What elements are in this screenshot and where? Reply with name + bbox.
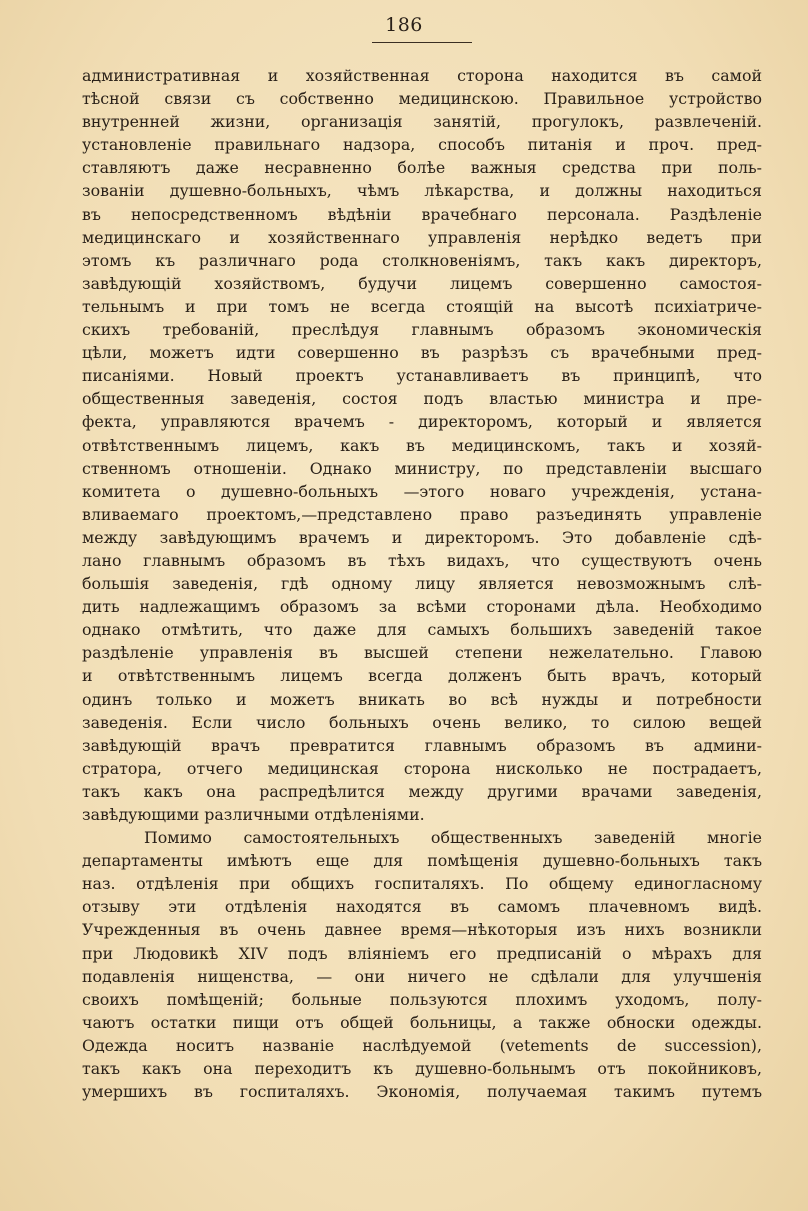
text-line: зованіи душевно-больныхъ, чѣмъ лѣкарства, и должны находиться bbox=[82, 181, 762, 201]
text-line: административная и хозяйственная сторона находится въ самой bbox=[82, 66, 762, 85]
text-line: лано главнымъ образомъ въ тѣхъ видахъ, что существуютъ очень bbox=[82, 550, 762, 570]
page-number: 186 bbox=[385, 14, 423, 36]
text-line: скихъ требованій, преслѣдуя главнымъ образомъ экономическія bbox=[82, 320, 762, 340]
text-line: писаніями. Новый проектъ устанавливаетъ въ принципѣ, что bbox=[82, 366, 762, 386]
text-line: завѣдующій хозяйствомъ, будучи лицемъ совершенно самостоя- bbox=[82, 273, 762, 293]
text-line: одинъ только и можетъ вникать во всѣ нужды и потребности bbox=[82, 689, 762, 709]
text-line: цѣли, можетъ идти совершенно въ разрѣзъ съ врачебными пред- bbox=[82, 343, 762, 363]
text-line: тѣсной связи съ собственно медицинскою. Правильное устройство bbox=[82, 89, 762, 109]
text-line: однако отмѣтить, что даже для самыхъ большихъ заведеній такое bbox=[82, 620, 762, 640]
text-line: такъ какъ она распредѣлится между другими врачами заведенія, bbox=[82, 781, 762, 801]
text-line: въ непосредственномъ вѣдѣніи врачебнаго персонала. Раздѣленіе bbox=[82, 204, 762, 224]
text-line: стратора, отчего медицинская сторона нисколько не пострадаетъ, bbox=[82, 758, 762, 778]
text-line: Помимо самостоятельныхъ общественныхъ заведеній многіе bbox=[144, 828, 762, 848]
text-line: ственномъ отношеніи. Однако министру, по представленіи высшаго bbox=[82, 458, 762, 478]
text-line: ставляютъ даже несравненно болѣе важныя средства при поль- bbox=[82, 158, 762, 178]
text-line: чаютъ остатки пищи отъ общей больницы, а также обноски одежды. bbox=[82, 1012, 762, 1032]
text-line: раздѣленіе управленія въ высшей степени нежелательно. Главою bbox=[82, 643, 762, 663]
text-line: Одежда носитъ названіе наслѣдуемой (vetements de succession), bbox=[82, 1035, 762, 1055]
header-rule bbox=[372, 42, 472, 43]
text-line: вливаемаго проектомъ,—представлено право разъединять управленіе bbox=[82, 504, 762, 524]
text-line: заведенія. Если число больныхъ очень велико, то силою вещей bbox=[82, 712, 762, 732]
text-line: умершихъ въ госпиталяхъ. Экономія, получаемая такимъ путемъ bbox=[82, 1082, 762, 1102]
text-line: тельнымъ и при томъ не всегда стоящій на высотѣ психіатриче- bbox=[82, 296, 762, 316]
text-line: подавленія нищенства, — они ничего не сдѣлали для улучшенія bbox=[82, 966, 762, 986]
text-line: комитета о душевно-больныхъ —этого новаго учрежденія, устана- bbox=[82, 481, 762, 501]
text-line: этомъ къ различнаго рода столкновеніямъ, такъ какъ директоръ, bbox=[82, 250, 762, 270]
text-line: фекта, управляются врачемъ - директоромъ, который и является bbox=[82, 412, 762, 432]
text-line: внутренней жизни, организація занятій, прогулокъ, развлеченій. bbox=[82, 112, 762, 132]
text-line: отзыву эти отдѣленія находятся въ самомъ плачевномъ видѣ. bbox=[82, 897, 762, 917]
text-line: такъ какъ она переходитъ къ душевно-больнымъ отъ покойниковъ, bbox=[82, 1059, 762, 1079]
text-line: отвѣтственнымъ лицемъ, какъ въ медицинскомъ, такъ и хозяй- bbox=[82, 435, 762, 455]
text-line: Учрежденныя въ очень давнее время—нѣкоторыя изъ нихъ возникли bbox=[82, 920, 762, 940]
text-line: установленіе правильнаго надзора, способъ питанія и проч. пред- bbox=[82, 135, 762, 155]
text-line: между завѣдующимъ врачемъ и директоромъ. Это добавленіе сдѣ- bbox=[82, 527, 762, 547]
body-text bbox=[82, 64, 762, 1103]
text-line: наз. отдѣленія при общихъ госпиталяхъ. По общему единогласному bbox=[82, 874, 762, 894]
text-line: своихъ помѣщеній; больные пользуются плохимъ уходомъ, полу- bbox=[82, 989, 762, 1009]
text-line: общественныя заведенія, состоя подъ властью министра и пре- bbox=[82, 389, 762, 409]
text-line: медицинскаго и хозяйственнаго управленія нерѣдко ведетъ при bbox=[82, 227, 762, 247]
text-line: департаменты имѣютъ еще для помѣщенія душевно-больныхъ такъ bbox=[82, 851, 762, 871]
text-line: при Людовикѣ XIV подъ вліяніемъ его предписаній о мѣрахъ для bbox=[82, 943, 762, 963]
text-line: большія заведенія, гдѣ одному лицу является невозможнымъ слѣ- bbox=[82, 574, 762, 594]
text-line: и отвѣтственнымъ лицемъ всегда долженъ быть врачъ, который bbox=[82, 666, 762, 686]
text-line: завѣдующій врачъ превратится главнымъ образомъ въ админи- bbox=[82, 735, 762, 755]
text-line: дить надлежащимъ образомъ за всѣми сторонами дѣла. Необходимо bbox=[82, 597, 762, 617]
text-line: завѣдующими различными отдѣленіями. bbox=[82, 805, 425, 824]
